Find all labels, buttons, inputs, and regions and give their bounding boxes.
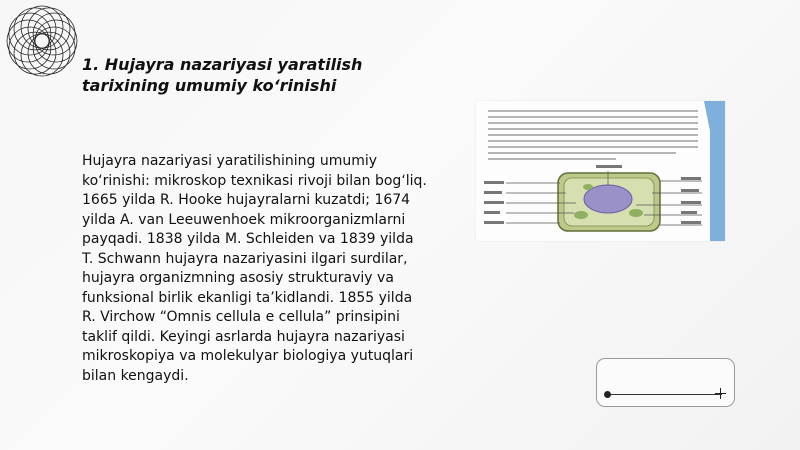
- slider-handle[interactable]: [604, 391, 611, 398]
- plant-cell-diagram-image: [476, 101, 725, 241]
- plus-icon[interactable]: [715, 388, 726, 399]
- media-slider-control[interactable]: [596, 358, 735, 407]
- slider-track[interactable]: [607, 394, 722, 395]
- slide-body-text: Hujayra nazariyasi yaratilishining umumiy ko‘rinishi: mikroskop texnikasi rivoji bilan bog‘liq. 1665 yilda R. Hooke hujayralarni kuzatdi; 1674 yilda A. van Leeuwenhoek mikroorganizmlarni payqadi. 1838 yilda M. Schleiden va 1839 yilda T. Schwann hujayra nazariyasini ilgari surdilar, hujayra organizmning asosiy strukturaviy va funksional birlik ekanligi ta’kidlandi. 1855 yilda R. Virchow “Omnis cellula e cellula” prinsipini taklif qildi. Keyingi asrlarda hujayra nazariyasi mikroskopiya va molekulyar biologiya yutuqlari bilan kengaydi.: [82, 153, 427, 384]
- spirograph-logo-icon: [5, 4, 79, 78]
- slide-title: 1. Hujayra nazariyasi yaratilish tarixining umumiy ko‘rinishi: [82, 55, 363, 95]
